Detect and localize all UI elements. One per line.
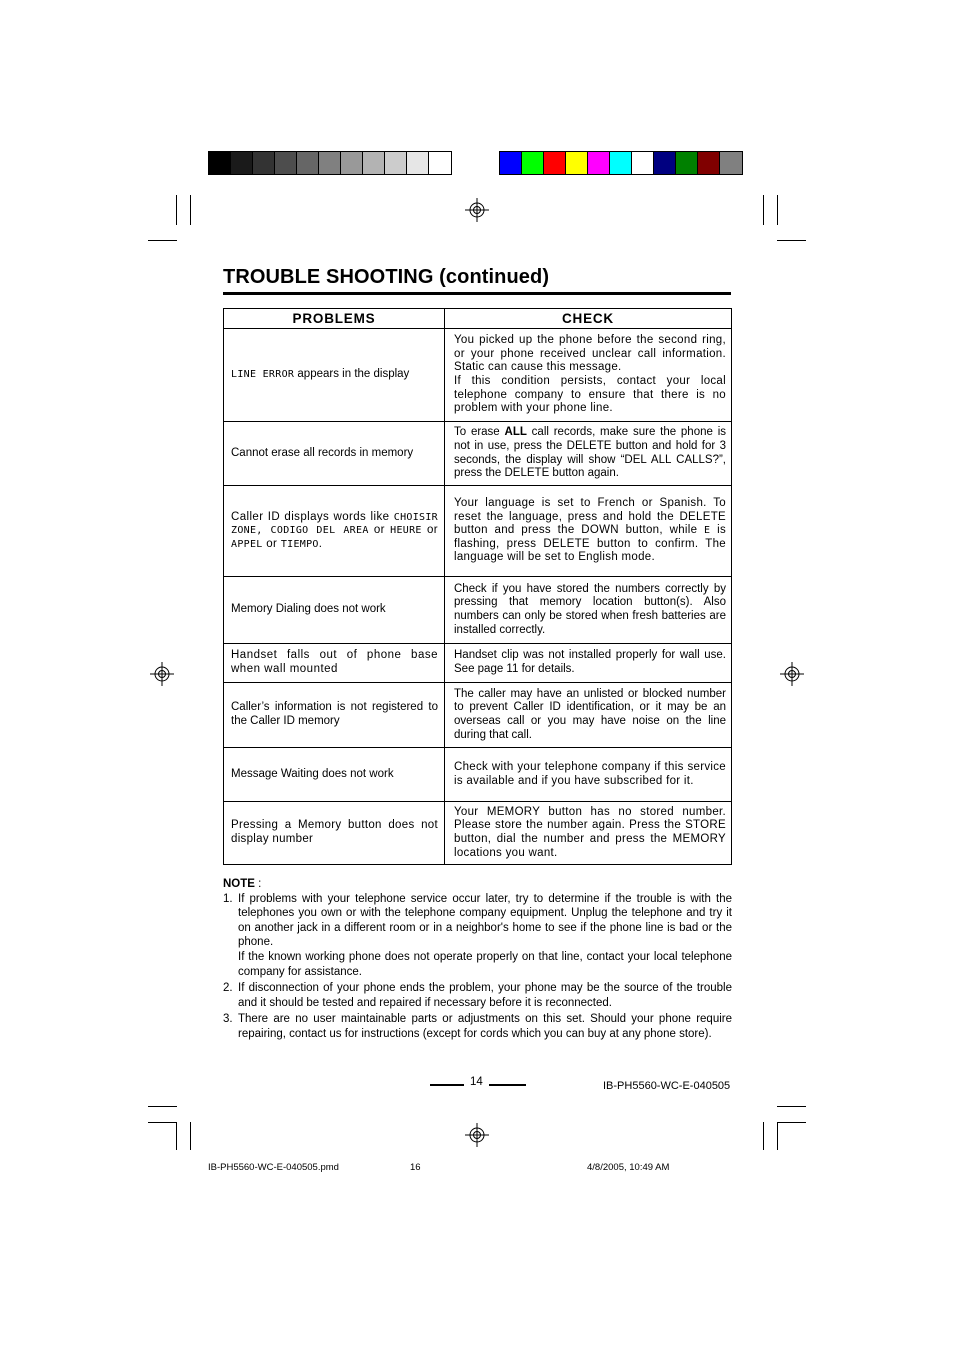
color-swatch — [385, 152, 407, 174]
table-row — [224, 422, 732, 486]
color-swatch — [654, 152, 676, 174]
crop-mark — [176, 1122, 177, 1150]
color-swatch — [544, 152, 566, 174]
table-row — [224, 748, 732, 802]
check-emphasis: ALL — [504, 426, 527, 439]
page-title: TROUBLE SHOOTING (continued) — [223, 266, 550, 288]
crop-mark — [190, 1122, 191, 1150]
check-cell — [445, 486, 732, 577]
table-row — [224, 683, 732, 748]
registration-mark-icon — [150, 662, 174, 686]
list-item — [223, 1012, 732, 1041]
color-swatch — [720, 152, 742, 174]
color-swatch — [588, 152, 610, 174]
problem-cell — [224, 329, 445, 422]
notes-list — [223, 892, 732, 1042]
note-number: 1. — [223, 892, 233, 905]
problem-cell: Memory Dialing does not work — [224, 577, 445, 644]
sheet-number: 16 — [410, 1162, 421, 1173]
problem-text: . — [318, 537, 323, 550]
color-swatch — [209, 152, 231, 174]
page-number: 14 — [470, 1076, 483, 1088]
crop-mark — [176, 195, 177, 225]
troubleshooting-table — [223, 308, 732, 865]
problem-text: appears in the display — [294, 368, 410, 381]
lcd-text: TIEMPO — [280, 538, 319, 550]
problems-header: PROBLEMS — [224, 309, 445, 329]
document-code: IB-PH5560-WC-E-040505 — [603, 1080, 731, 1092]
lcd-text: LINE ERROR — [231, 369, 295, 381]
table-row — [224, 802, 732, 865]
note-text: If disconnection of your phone ends the problem, your phone may be the source of the trouble and it should be tested and repaired if necessary before it is reconnected. — [238, 982, 732, 1009]
crop-mark — [190, 195, 191, 225]
crop-mark — [777, 1122, 778, 1150]
table-header-row — [224, 309, 732, 329]
problem-text: or — [262, 537, 281, 550]
lcd-text: APPEL — [231, 538, 263, 550]
color-swatch — [407, 152, 429, 174]
check-cell — [445, 329, 732, 422]
problem-text: or — [368, 524, 391, 537]
crop-mark — [777, 1122, 806, 1123]
check-text: To erase — [454, 426, 505, 439]
color-swatch — [297, 152, 319, 174]
check-cell: Check with your telephone company if this service is available and if you have subscribed for it. — [445, 748, 732, 802]
problem-cell: Pressing a Memory button does not display number — [224, 802, 445, 865]
note-text: If the known working phone does not operate properly on that line, contact your local telephone company for assistance. — [238, 950, 732, 978]
note-number: 3. — [223, 1013, 233, 1026]
check-cell — [445, 422, 732, 486]
color-swatch — [429, 152, 451, 174]
page-number-rule — [489, 1084, 526, 1086]
crop-mark — [148, 1106, 177, 1107]
lcd-text: E — [704, 525, 711, 537]
table-row — [224, 577, 732, 644]
problem-cell: Handset falls out of phone base when wall mounted — [224, 644, 445, 683]
color-swatch — [676, 152, 698, 174]
list-item — [223, 892, 732, 980]
color-swatch — [319, 152, 341, 174]
color-swatch — [231, 152, 253, 174]
title-rule — [223, 292, 731, 295]
page-number-rule — [430, 1084, 464, 1086]
crop-mark — [148, 240, 177, 241]
color-swatch — [341, 152, 363, 174]
problem-text: Caller ID displays words like — [231, 510, 394, 523]
notes-section — [223, 877, 732, 1044]
registration-mark-icon — [465, 1123, 489, 1147]
crop-mark — [763, 1122, 764, 1150]
color-swatch — [500, 152, 522, 174]
table-row — [224, 644, 732, 683]
table-row — [224, 329, 732, 422]
check-cell: Handset clip was not installed properly for wall use. See page 11 for details. — [445, 644, 732, 683]
lcd-text: HEURE — [390, 525, 422, 537]
note-label: NOTE — [223, 878, 255, 890]
file-name: IB-PH5560-WC-E-040505.pmd — [208, 1162, 339, 1173]
color-swatch — [522, 152, 544, 174]
color-swatch — [566, 152, 588, 174]
color-swatch — [363, 152, 385, 174]
note-number: 2. — [223, 982, 233, 995]
registration-mark-icon — [780, 662, 804, 686]
problem-cell — [224, 486, 445, 577]
problem-text: or — [421, 524, 439, 537]
grayscale-calibration-bar — [208, 151, 452, 175]
lcd-text: CHOISIR ZONE, CODIGO DEL AREA — [231, 511, 438, 537]
check-text: is flashing, press DELETE button to confirm. The language will be set to English mode. — [454, 524, 726, 564]
note-colon: : — [254, 878, 262, 890]
list-item — [223, 981, 732, 1010]
color-swatch — [253, 152, 275, 174]
color-swatch — [632, 152, 654, 174]
check-text: Your language is set to French or Spanish. To reset the language, press and hold the DELETE button and press the DOWN button, while — [454, 497, 726, 537]
crop-mark — [148, 1122, 177, 1123]
check-text: call records, make sure the phone is not in use, press the DELETE button and hold for 3 seconds, the display will show “DEL ALL CALLS?”, press the DELETE button again. — [454, 426, 726, 480]
problem-cell: Caller’s information is not registered to the Caller ID memory — [224, 683, 445, 748]
color-swatch — [698, 152, 720, 174]
print-timestamp: 4/8/2005, 10:49 AM — [587, 1162, 670, 1173]
note-text: If problems with your telephone service occur later, try to determine if the trouble is with the telephones you own or with the telephone company equipment. Unplug the telephone and try it on another jack in a different room or in a neighbor's home to see if the phone line is bad or the phone. — [238, 892, 732, 949]
registration-mark-icon — [465, 198, 489, 222]
check-text: If this condition persists, contact your local telephone company to ensure that there is no problem with your phone line. — [454, 375, 726, 415]
color-calibration-bar — [499, 151, 743, 175]
note-text: There are no user maintainable parts or adjustments on this set. Should your phone require repairing, contact us for instructions (except for cords which you can buy at any phone store). — [238, 1013, 732, 1040]
check-cell: Check if you have stored the numbers correctly by pressing that memory location button(s). Also numbers can only be stored when fresh batteries are installed correctly. — [445, 577, 732, 644]
crop-mark — [763, 195, 764, 225]
problem-cell: Cannot erase all records in memory — [224, 422, 445, 486]
check-cell: Your MEMORY button has no stored number. Please store the number again. Press the STORE button, dial the number and press the MEMORY locations you want. — [445, 802, 732, 865]
check-text: You picked up the phone before the second ring, or your phone received unclear call information. Static can cause this message. — [454, 334, 726, 374]
crop-mark — [777, 240, 806, 241]
problem-cell: Message Waiting does not work — [224, 748, 445, 802]
color-swatch — [275, 152, 297, 174]
color-swatch — [610, 152, 632, 174]
crop-mark — [777, 195, 778, 225]
check-cell: The caller may have an unlisted or blocked number to prevent Caller ID identification, or it may be an overseas call or you may have noise on the line during that call. — [445, 683, 732, 748]
crop-mark — [777, 1106, 806, 1107]
check-header: CHECK — [445, 309, 732, 329]
table-row — [224, 486, 732, 577]
